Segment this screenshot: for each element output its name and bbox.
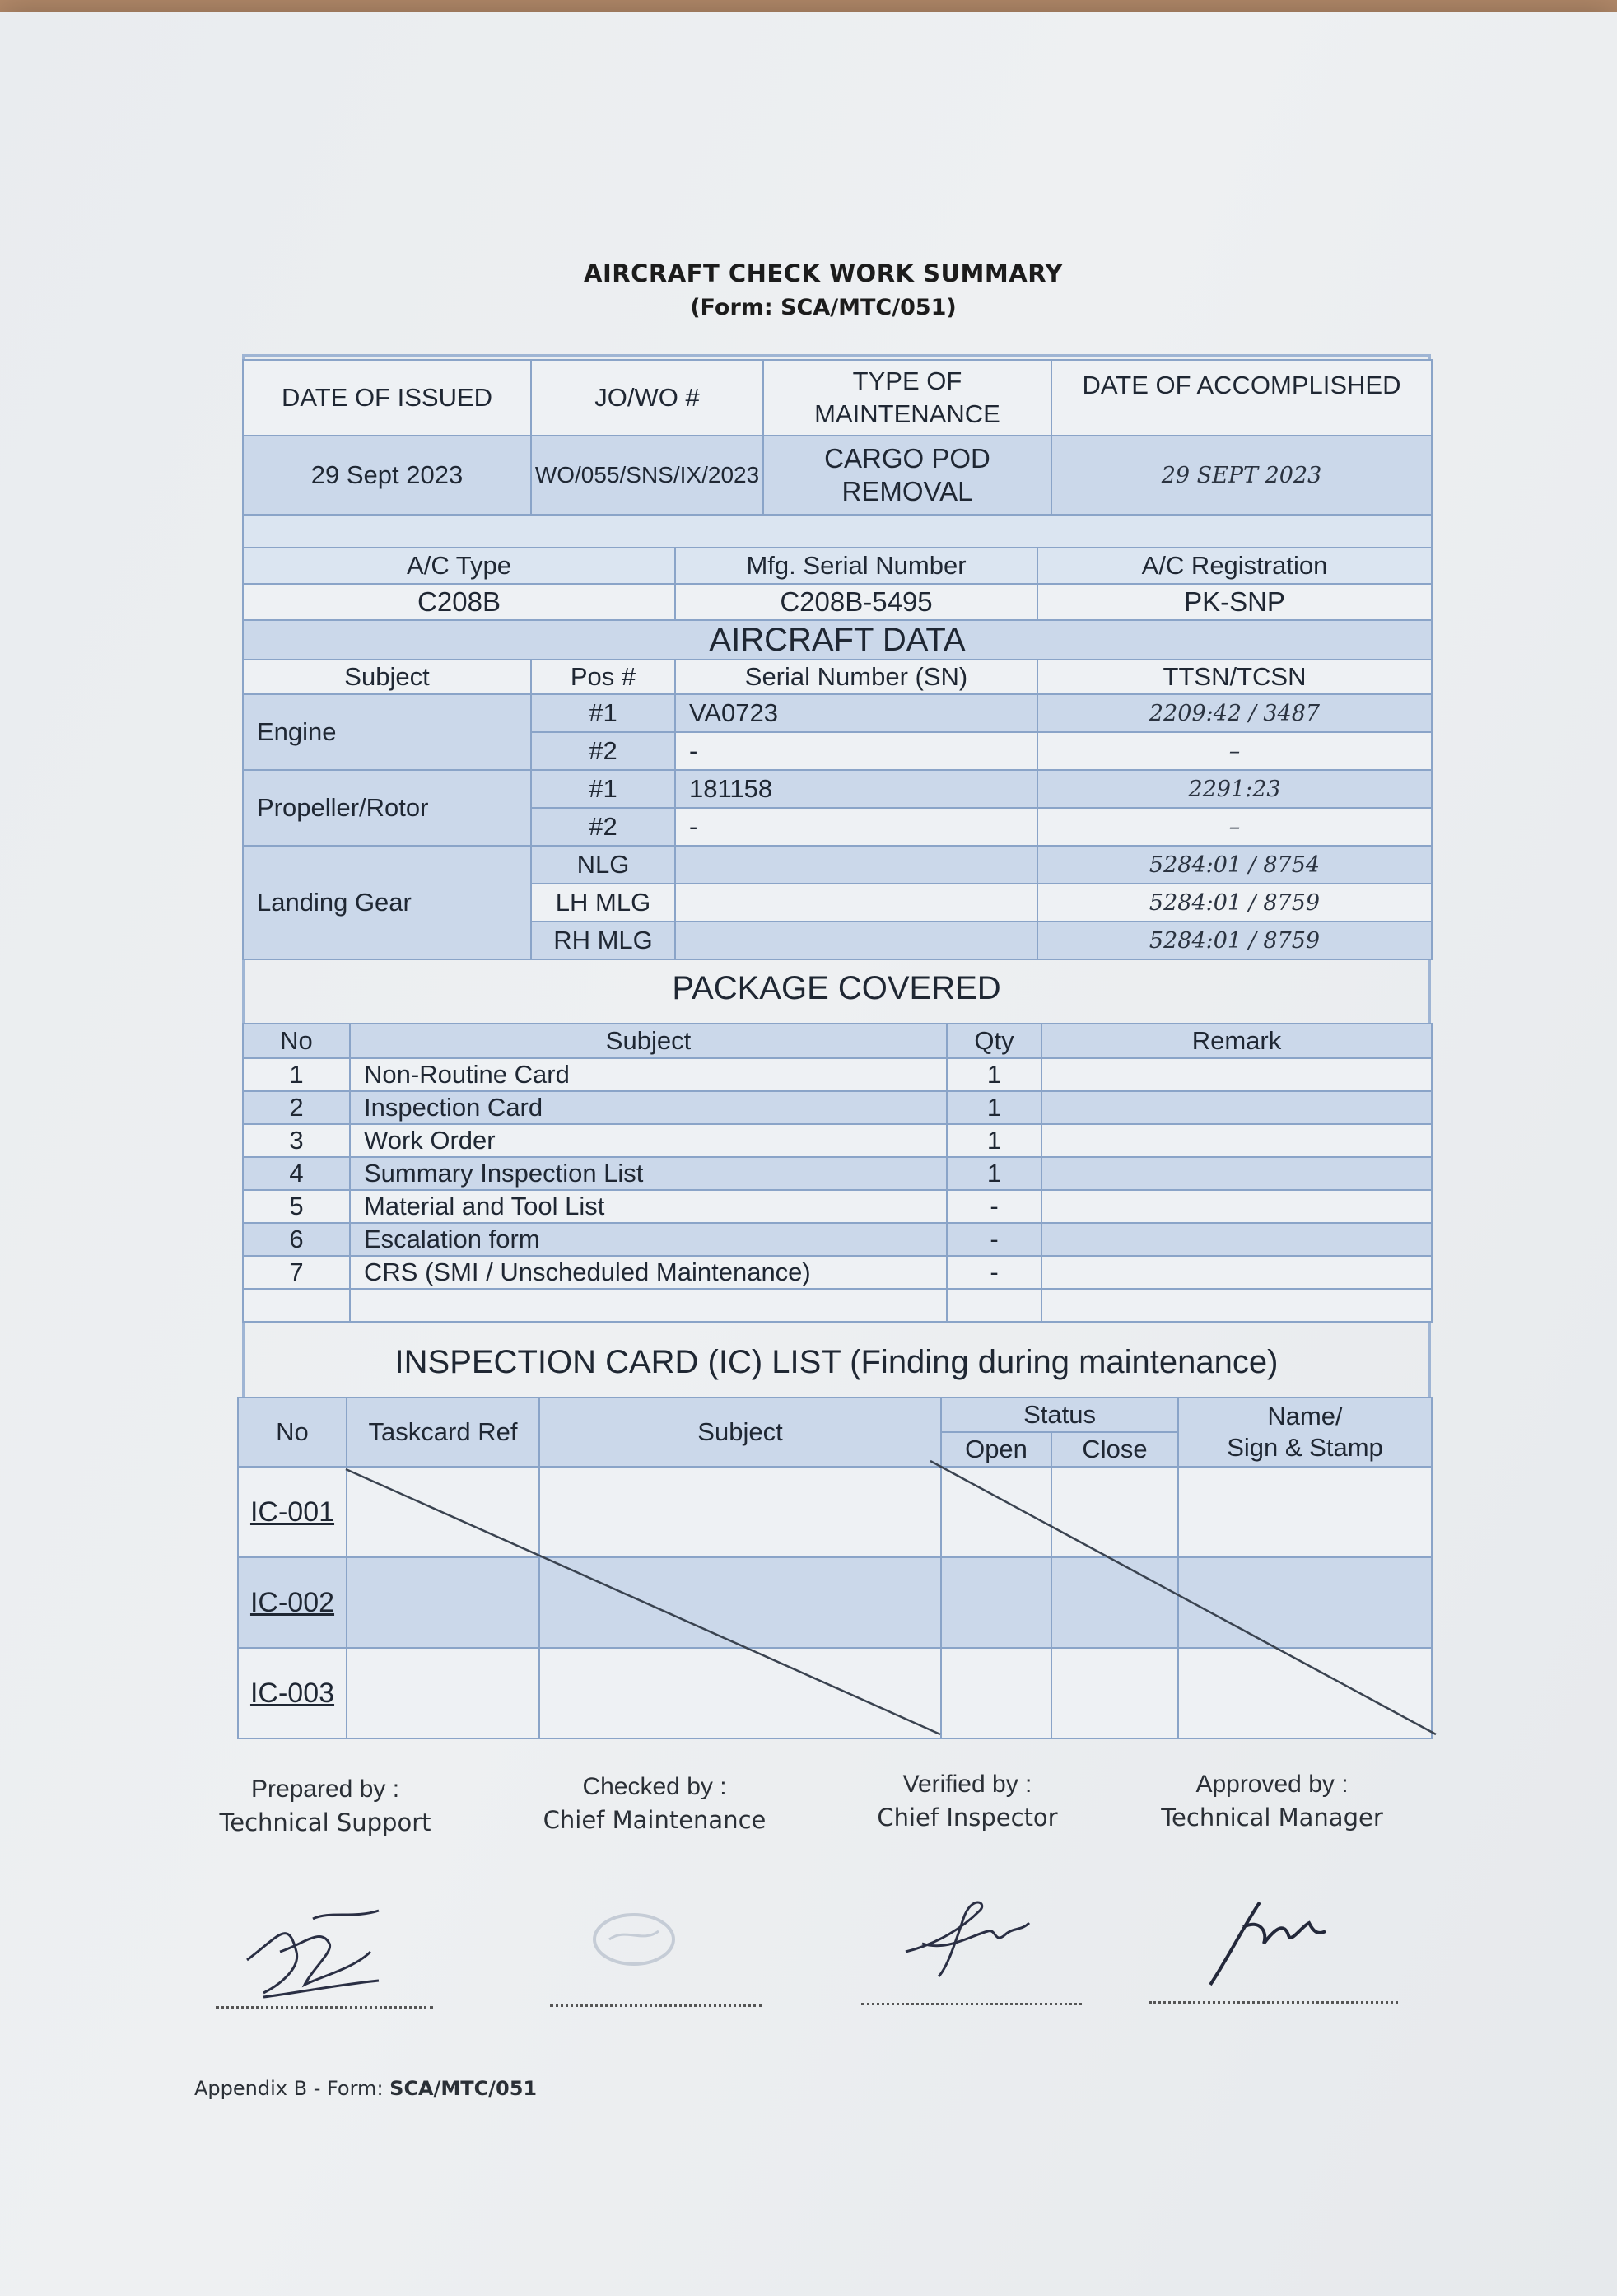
prepared-by-label: Prepared by : (250, 1776, 400, 1803)
nlg-pos: NLG (531, 846, 675, 884)
approved-signature-line (1149, 2001, 1398, 2004)
prepared-by-role: Technical Support (219, 1808, 431, 1836)
header-jo-wo: JO/WO # (531, 360, 763, 436)
header-subject: Subject (243, 660, 531, 694)
aircraft-data-title: AIRCRAFT DATA (243, 620, 1432, 660)
type-maintenance-value: CARGO POD REMOVAL (763, 436, 1051, 515)
strike-line-left (346, 1469, 940, 1734)
propeller-1-ttsn: 2291:23 (1037, 770, 1432, 808)
pkg-row-3-qty: 1 (947, 1124, 1041, 1157)
date-issued-value: 29 Sept 2023 (243, 436, 531, 515)
pkg-row-3-no: 3 (243, 1124, 350, 1157)
footer-prefix: Appendix B - Form: (194, 2077, 390, 2100)
pkg-row-4-subject: Summary Inspection List (350, 1157, 947, 1190)
ic-header-open: Open (941, 1432, 1051, 1467)
verified-by-label: Verified by : (902, 1771, 1032, 1798)
approved-by-role: Technical Manager (1161, 1804, 1383, 1832)
engine-2-ttsn: – (1037, 732, 1432, 770)
header-serial-number: Serial Number (SN) (675, 660, 1037, 694)
ic-list-title: INSPECTION CARD (IC) LIST (Finding during maintenance) (394, 1344, 1279, 1380)
checked-by-role: Chief Maintenance (543, 1806, 767, 1834)
ic-header-status: Status (941, 1398, 1178, 1432)
strike-line-right (930, 1461, 1436, 1734)
pkg-row-6-qty: - (947, 1223, 1041, 1256)
engine-1-sn: VA0723 (675, 694, 1037, 732)
header-type-maintenance: TYPE OF MAINTENANCE (763, 360, 1051, 436)
prepared-signature-line (216, 2006, 433, 2009)
pkg-header-remark: Remark (1041, 1024, 1432, 1058)
engine-1-pos: #1 (531, 694, 675, 732)
pkg-row-4-qty: 1 (947, 1157, 1041, 1190)
approved-by (1144, 1771, 1400, 1832)
pkg-row-3-subject: Work Order (350, 1124, 947, 1157)
ic-header-subject: Subject (539, 1398, 941, 1467)
ac-type-value: C208B (243, 584, 675, 620)
ic-header-no: No (238, 1398, 347, 1467)
pkg-row-7-no: 7 (243, 1256, 350, 1289)
ic-row-3-no: IC-003 (238, 1648, 347, 1738)
form-reference: (Form: SCA/MTC/051) (690, 295, 957, 320)
header-ttsn-tcsn: TTSN/TCSN (1037, 660, 1432, 694)
pkg-row-1-no: 1 (243, 1058, 350, 1091)
propeller-2-pos: #2 (531, 808, 675, 846)
verified-by (856, 1771, 1079, 1832)
rh-mlg-pos: RH MLG (531, 922, 675, 959)
engine-subject: Engine (243, 694, 531, 770)
mfg-serial-value: C208B-5495 (675, 584, 1037, 620)
pkg-header-subject: Subject (350, 1024, 947, 1058)
pkg-header-qty: Qty (947, 1024, 1041, 1058)
ac-registration-value: PK-SNP (1037, 584, 1432, 620)
form-title: AIRCRAFT CHECK WORK SUMMARY (584, 259, 1063, 287)
verified-by-role: Chief Inspector (877, 1804, 1058, 1832)
jo-wo-value: WO/055/SNS/IX/2023 (531, 436, 763, 515)
checked-signature-line (550, 2004, 762, 2007)
checked-by-label: Checked by : (582, 1773, 727, 1800)
pkg-row-1-qty: 1 (947, 1058, 1041, 1091)
pkg-row-4-no: 4 (243, 1157, 350, 1190)
pkg-row-2-qty: 1 (947, 1091, 1041, 1124)
header-ac-registration: A/C Registration (1037, 548, 1432, 584)
pkg-row-6-no: 6 (243, 1223, 350, 1256)
stamp-checked (576, 1902, 692, 1976)
engine-2-pos: #2 (531, 732, 675, 770)
header-pos: Pos # (531, 660, 675, 694)
pkg-header-no: No (243, 1024, 350, 1058)
ic-row-1-no: IC-001 (238, 1467, 347, 1557)
pkg-row-5-no: 5 (243, 1190, 350, 1223)
prepared-by (198, 1776, 453, 1836)
pkg-row-5-qty: - (947, 1190, 1041, 1223)
date-accomplished-value: 29 SEPT 2023 (1051, 436, 1432, 515)
ic-row-2-no: IC-002 (238, 1557, 347, 1648)
propeller-1-sn: 181158 (675, 770, 1037, 808)
header-date-issued: DATE OF ISSUED (243, 360, 531, 436)
pkg-row-2-subject: Inspection Card (350, 1091, 947, 1124)
lh-mlg-ttsn: 5284:01 / 8759 (1037, 884, 1432, 922)
landing-gear-subject: Landing Gear (243, 846, 531, 959)
header-date-accomplished: DATE OF ACCOMPLISHED (1051, 360, 1432, 436)
pkg-row-7-subject: CRS (SMI / Unscheduled Maintenance) (350, 1256, 947, 1289)
pkg-row-2-no: 2 (243, 1091, 350, 1124)
nlg-ttsn: 5284:01 / 8754 (1037, 846, 1432, 884)
pkg-row-7-qty: - (947, 1256, 1041, 1289)
approved-by-label: Approved by : (1195, 1771, 1349, 1798)
signature-approved (1194, 1894, 1342, 1993)
pkg-row-5-subject: Material and Tool List (350, 1190, 947, 1223)
header-mfg-serial: Mfg. Serial Number (675, 548, 1037, 584)
ic-header-name-line1: Name/ (1267, 1402, 1343, 1430)
footer-note (194, 2077, 537, 2100)
pkg-row-1-subject: Non-Routine Card (350, 1058, 947, 1091)
checked-by (535, 1773, 774, 1834)
lh-mlg-pos: LH MLG (531, 884, 675, 922)
propeller-1-pos: #1 (531, 770, 675, 808)
signature-verified (889, 1886, 1054, 1985)
footer-form-id: SCA/MTC/051 (389, 2077, 538, 2100)
engine-1-ttsn: 2209:42 / 3487 (1037, 694, 1432, 732)
propeller-subject: Propeller/Rotor (243, 770, 531, 846)
ic-header-taskcard: Taskcard Ref (347, 1398, 539, 1467)
ic-header-close: Close (1051, 1432, 1178, 1467)
propeller-2-sn: - (675, 808, 1037, 846)
engine-2-sn: - (675, 732, 1037, 770)
rh-mlg-ttsn: 5284:01 / 8759 (1037, 922, 1432, 959)
ic-header-name-line2: Sign & Stamp (1227, 1433, 1383, 1462)
pkg-row-6-subject: Escalation form (350, 1223, 947, 1256)
header-ac-type: A/C Type (243, 548, 675, 584)
propeller-2-ttsn: – (1037, 808, 1432, 846)
signature-prepared (231, 1902, 395, 2009)
package-covered-title: PACKAGE COVERED (672, 970, 1001, 1006)
verified-signature-line (861, 2003, 1082, 2005)
